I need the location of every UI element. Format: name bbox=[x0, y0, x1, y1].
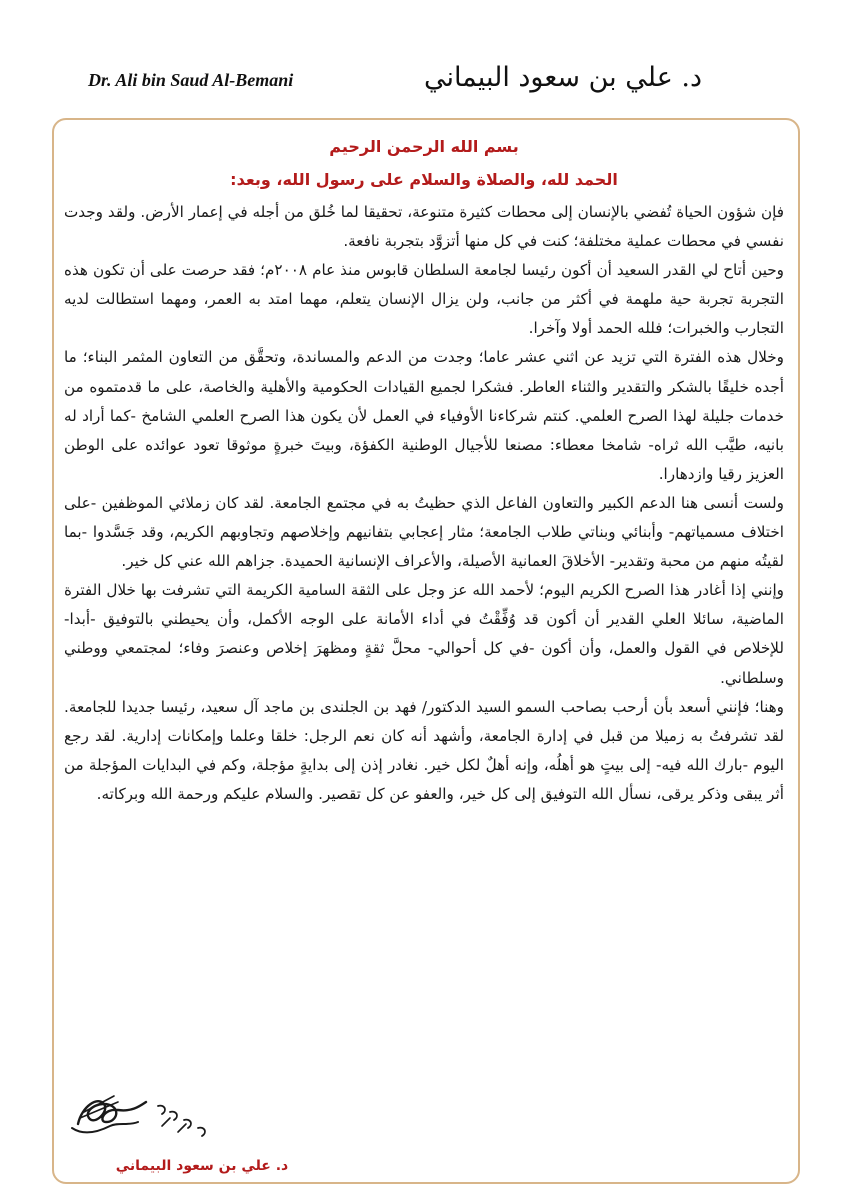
paragraph-5: وإنني إذا أغادر هذا الصرح الكريم اليوم؛ لأحمد الله عز وجل على الثقة السامية الكريمة التي تشرفت بها خلال الفترة الماضية، سائلا العلي القدير أن أكون قد وُفِّقْتُ في أداء الأمانة على الوجه الأكمل، وأن يحيطني بالتوفيق -أبدا- للإخلاص في القول والعمل، وأن أكون -في كل أحوالي- محلَّ ثقةٍ ومظهرَ إخلاص وعنصرَ وفاء؛ لمجتمعي ووطني وسلطاني. bbox=[64, 581, 784, 687]
paragraph-6: وهنا؛ فإنني أسعد بأن أرحب بصاحب السمو السيد الدكتور/ فهد بن الجلندى بن ماجد آل سعيد، رئيسا جديدا للجامعة. لقد تشرفتُ به زميلا من قبل في إدارة الجامعة، وأشهد أنه كان نعم الرجل: خلقا وعلما وإمكانات إدارية. لقد رجع اليوم -بارك الله فيه- إلى بيتٍ هو أهلُه، وإنه أهلٌ لكل خير. نغادر إذن إلى بدايةٍ مؤجلة، وكم في البدايات المؤجلة من أثر يبقى وذكر يرقى، نسأل الله التوفيق إلى كل خير، والعفو عن كل تقصير. والسلام عليكم ورحمة الله وبركاته. bbox=[64, 697, 784, 803]
paragraph-1: فإن شؤون الحياة تُفضي بالإنسان إلى محطات كثيرة متنوعة، تحقيقا لما خُلق من أجله في إعمار الأرض. ولقد وجدت نفسي في محطات عملية مختلفة؛ كنت في كل منها أتزوَّد بتجربة نافعة. bbox=[64, 203, 784, 251]
basmala-heading: بسم الله الرحمن الرحيم bbox=[329, 137, 519, 156]
handwritten-signature bbox=[58, 1066, 218, 1156]
letter-body bbox=[64, 132, 784, 809]
letterhead bbox=[0, 0, 852, 112]
signature-drawing bbox=[58, 1066, 218, 1156]
letterhead-name-english: Dr. Ali bin Saud Al-Bemani bbox=[88, 70, 294, 90]
paragraph-2: وحين أتاح لي القدر السعيد أن أكون رئيسا لجامعة السلطان قابوس منذ عام ٢٠٠٨م؛ فقد حرصت على أن تكون هذه التجربة تجربة حية ملهمة في أكثر من جانب، ولن يزال الإنسان يتعلم، مهما امتد به العمر، ومهما استطالت لديه التجارب والخبرات؛ فلله الحمد أولا وآخرا. bbox=[64, 261, 784, 338]
letterhead-name-arabic: د. علي بن سعود البيماني bbox=[423, 62, 702, 93]
paragraph-3: وخلال هذه الفترة التي تزيد عن اثني عشر عاما؛ وجدت من الدعم والمساندة، وتحقَّق من التعاون المثمر البناء؛ ما أجده خليقًا بالشكر والتقدير والثناء العاطر. فشكرا لجميع القيادات الحكومية والأهلية والخاصة، على ما قدمتموه من خدمات جليلة لهذا الصرح العلمي. كنتم شركاءنا الأوفياء في العمل لأن يكون هذا الصرح العلمي الشامخ -كما أراد له بانيه، طيَّب الله ثراه- شامخا معطاء: مصنعا للأجيال الوطنية الكفؤة، وبيتَ خبرةٍ موثوقا تعود عوائده على الوطن العزيز رقيا وازدهارا. bbox=[64, 348, 784, 483]
paragraph-4: ولست أنسى هنا الدعم الكبير والتعاون الفاعل الذي حظيتُ به في مجتمع الجامعة. لقد كان زملائي الموظفين -على اختلاف مسمياتهم- وأبنائي وبناتي طلاب الجامعة؛ مثار إعجابي بتفانيهم وإخلاصهم وتجاوبهم الكريم، وقد جَسَّدوا -بما لقيتُه منهم من محبة وتقدير- الأخلاقَ العمانية الأصيلة، والأعراف الإنسانية الحميدة. جزاهم الله عني كل خير. bbox=[64, 493, 784, 571]
opening-heading: الحمد لله، والصلاة والسلام على رسول الله، وبعد: bbox=[230, 170, 618, 189]
signature-name: د. علي بن سعود البيماني bbox=[115, 1158, 289, 1174]
